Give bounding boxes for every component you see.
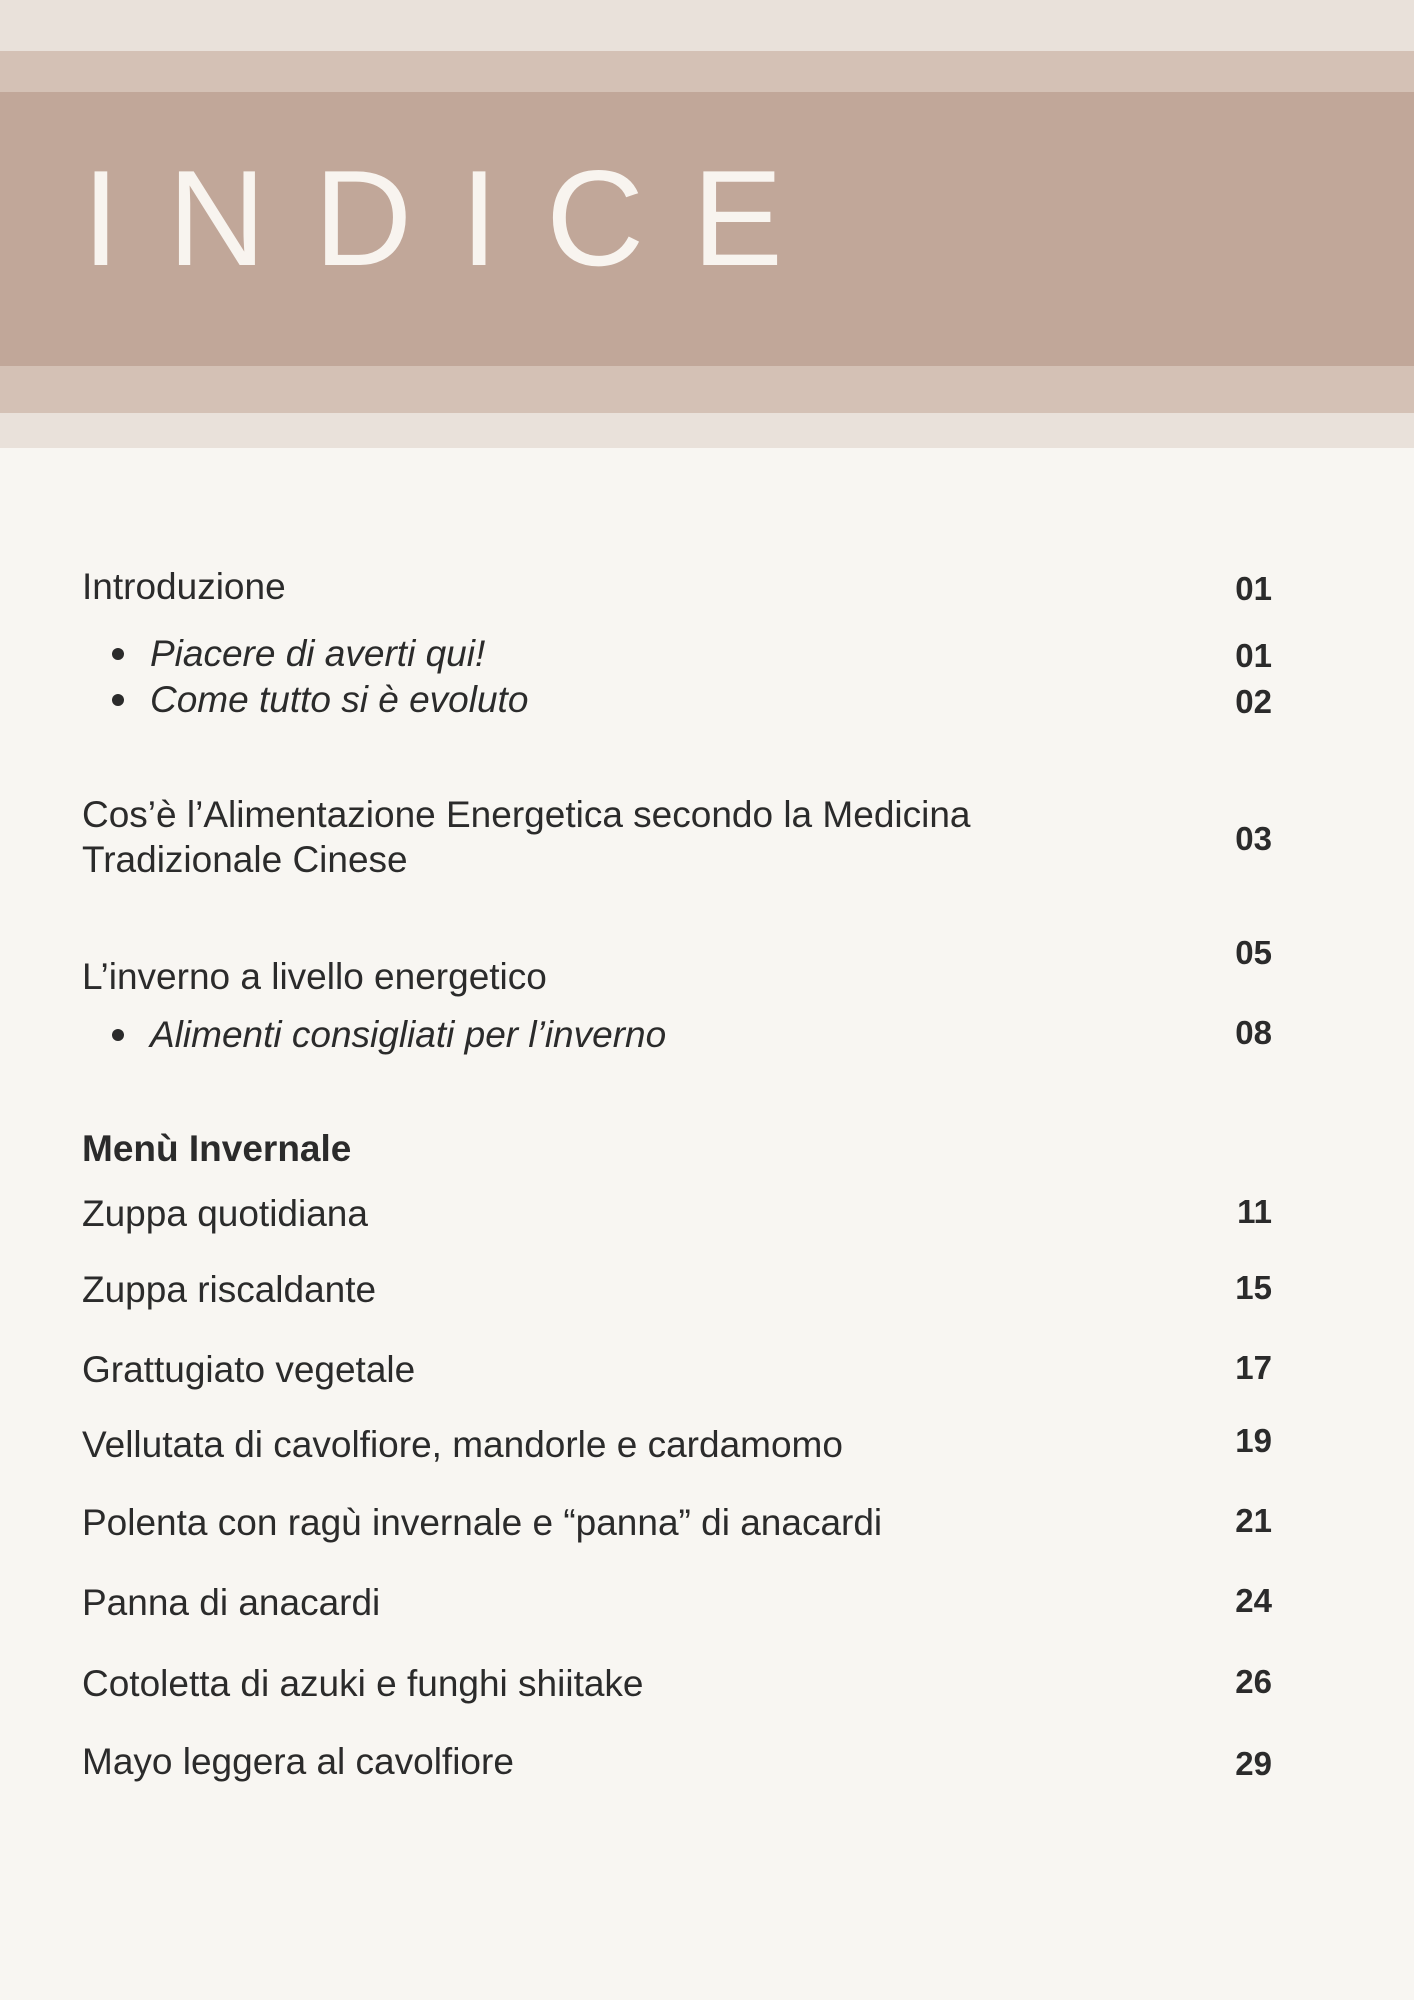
toc-subentry-label: Alimenti consigliati per l’inverno [150,1014,667,1055]
bullet-icon [112,648,124,660]
toc-menu-item[interactable] [0,1267,1414,1313]
toc-entry-page: 01 [1235,637,1272,674]
toc-menu-item[interactable] [0,1661,1414,1707]
toc-entry-introduzione[interactable] [0,564,1414,610]
toc-entry-inverno[interactable] [0,930,1414,1000]
toc-subentry-label: Come tutto si è evoluto [150,679,529,720]
toc-entry-page: 26 [1235,1663,1272,1700]
toc-entry-page: 29 [1235,1745,1272,1782]
toc-entry-label: Cotoletta di azuki e funghi shiitake [82,1663,644,1704]
toc-menu-item[interactable] [0,1191,1414,1237]
toc-entry-page: 15 [1235,1269,1272,1306]
toc-entry-label: Zuppa quotidiana [82,1193,368,1234]
toc-entry-page: 11 [1237,1193,1272,1230]
toc-entry-page: 03 [1235,820,1272,857]
toc-entry-page: 01 [1235,570,1272,607]
bullet-icon [112,694,124,706]
toc-entry-label: Panna di anacardi [82,1582,381,1623]
toc-subentry[interactable] [0,631,1414,677]
toc-entry-page: 19 [1235,1422,1272,1459]
section-heading-menu: Menù Invernale [82,1128,352,1169]
toc-menu-item[interactable] [0,1500,1414,1546]
toc-entry-label-line2: Tradizionale Cinese [82,839,408,880]
toc-entry-label: Zuppa riscaldante [82,1269,377,1310]
toc-entry-label-line1: Cos’è l’Alimentazione Energetica secondo la Medicina [82,794,971,835]
toc-entry-page: 21 [1235,1502,1272,1539]
toc-entry-label: L’inverno a livello energetico [82,956,547,997]
toc-subentry[interactable] [0,677,1414,723]
toc-menu-item[interactable] [0,1580,1414,1626]
toc-entry-page: 08 [1235,1014,1272,1051]
toc-entry-page: 05 [1235,934,1272,971]
toc-menu-item[interactable] [0,1739,1414,1785]
toc-entry-label: Grattugiato vegetale [82,1349,416,1390]
toc-menu-item[interactable] [0,1422,1414,1468]
toc-entry-label: Mayo leggera al cavolfiore [82,1741,514,1782]
bullet-icon [112,1029,124,1041]
toc-entry-label: Polenta con ragù invernale e “panna” di anacardi [82,1502,883,1543]
toc-entry-label: Vellutata di cavolfiore, mandorle e cardamomo [82,1424,843,1465]
page-title: INDICE [82,142,831,294]
toc-entry-page: 17 [1235,1349,1272,1386]
toc-entry-alimentazione[interactable] [0,792,1414,884]
toc-menu-item[interactable] [0,1347,1414,1393]
toc-entry-page: 24 [1235,1582,1272,1619]
toc-subentry-label: Piacere di averti qui! [150,633,486,674]
toc-entry-label: Introduzione [82,566,286,607]
toc-entry-page: 02 [1235,683,1272,720]
toc-subentry[interactable] [0,1012,1414,1058]
